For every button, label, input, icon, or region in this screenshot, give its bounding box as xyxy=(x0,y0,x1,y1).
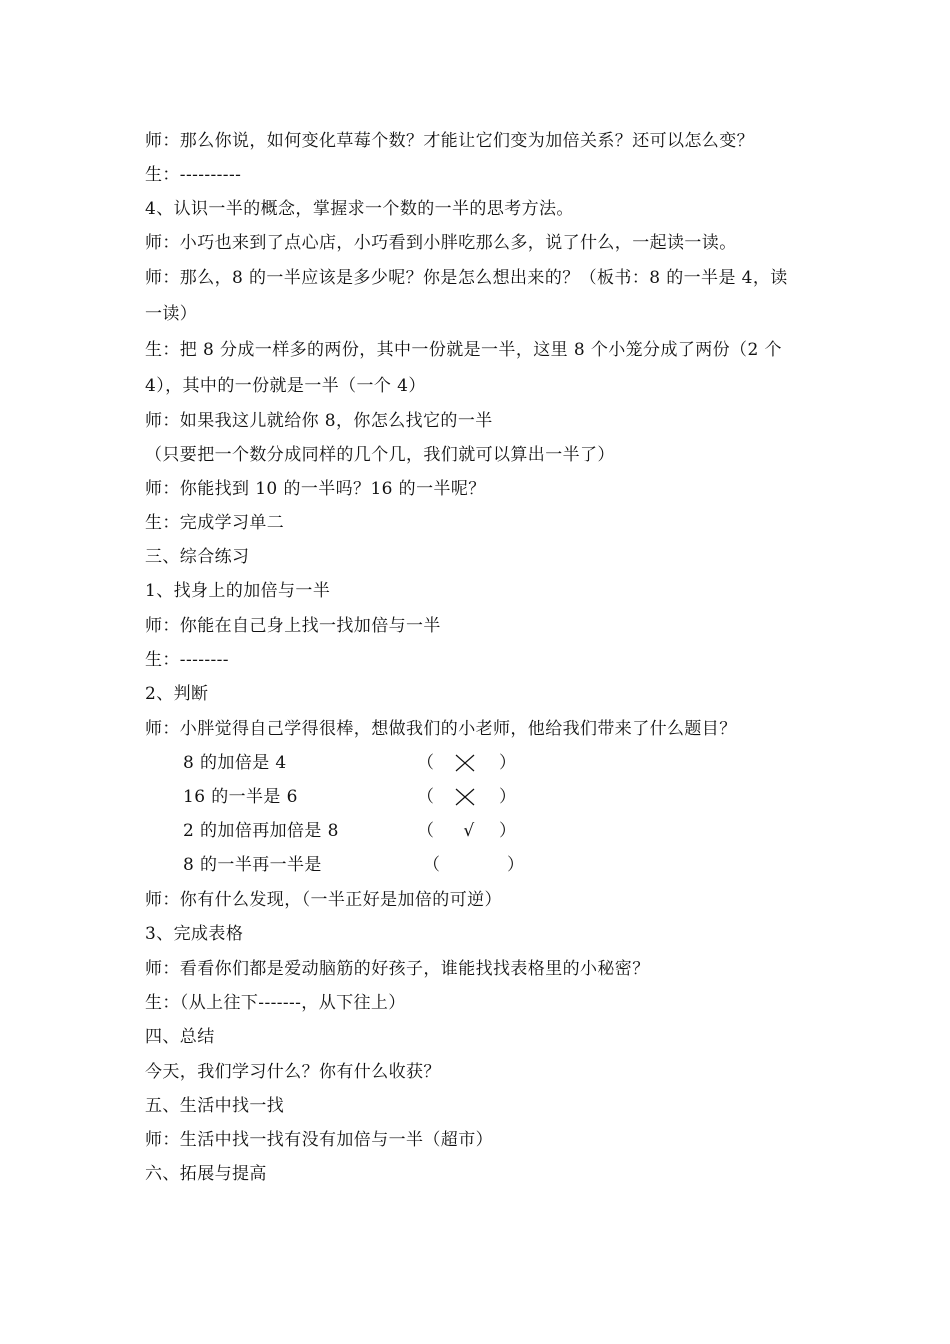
judgment-statement: 8 的加倍是 4 xyxy=(183,753,287,773)
dialogue-line: 师：看看你们都是爱动脑筋的好孩子，谁能找找表格里的小秘密？ xyxy=(145,959,650,979)
judgment-item xyxy=(183,785,543,809)
close-paren: ） xyxy=(499,787,517,807)
dialogue-line: 生：把 8 分成一样多的两份，其中一份就是一半，这里 8 个小笼分成了两份（2 个 xyxy=(145,340,782,360)
dialogue-line: 师：如果我这儿就给你 8，你怎么找它的一半 xyxy=(145,411,493,431)
judgment-item xyxy=(183,853,543,877)
subsection-heading: 3、完成表格 xyxy=(145,924,244,944)
judgment-statement: 16 的一半是 6 xyxy=(183,787,298,807)
open-paren: （ xyxy=(417,753,435,773)
dialogue-line: 师：小胖觉得自己学得很棒，想做我们的小老师，他给我们带来了什么题目？ xyxy=(145,719,737,739)
dialogue-line-continued: 4），其中的一份就是一半（一个 4） xyxy=(145,376,426,396)
dialogue-line: 生：（从上往下-------，从下往上） xyxy=(145,993,406,1013)
check-mark: √ xyxy=(463,821,475,841)
close-paren: ） xyxy=(499,753,517,773)
dialogue-line: 师：小巧也来到了点心店，小巧看到小胖吃那么多，说了什么，一起读一读。 xyxy=(145,233,737,253)
dialogue-line: 生：---------- xyxy=(145,165,242,185)
section-heading: 三、综合练习 xyxy=(145,547,250,567)
judgment-item xyxy=(183,751,543,775)
open-paren: （ xyxy=(417,787,435,807)
judgment-statement: 8 的一半再一半是 xyxy=(183,855,322,875)
judgment-statement: 2 的加倍再加倍是 8 xyxy=(183,821,339,841)
judgment-item xyxy=(183,819,543,843)
body-line: 今天，我们学习什么？你有什么收获？ xyxy=(145,1062,441,1082)
dialogue-line: 师：你能找到 10 的一半吗？16 的一半呢？ xyxy=(145,479,486,499)
cross-icon xyxy=(453,785,477,809)
subsection-heading: 1、找身上的加倍与一半 xyxy=(145,581,331,601)
dialogue-line: 师：生活中找一找有没有加倍与一半（超市） xyxy=(145,1130,493,1150)
cross-icon xyxy=(453,751,477,775)
note-line: （只要把一个数分成同样的几个几，我们就可以算出一半了） xyxy=(145,445,615,465)
section-heading: 五、生活中找一找 xyxy=(145,1096,285,1116)
open-paren: （ xyxy=(423,855,441,875)
dialogue-line: 师：那么，8 的一半应该是多少呢？你是怎么想出来的？（板书：8 的一半是 4，读 xyxy=(145,268,788,288)
open-paren: （ xyxy=(417,821,435,841)
section-heading: 4、认识一半的概念，掌握求一个数的一半的思考方法。 xyxy=(145,199,574,219)
close-paren: ） xyxy=(507,855,525,875)
section-heading: 四、总结 xyxy=(145,1027,215,1047)
dialogue-line: 生：-------- xyxy=(145,650,229,670)
dialogue-line: 生：完成学习单二 xyxy=(145,513,285,533)
dialogue-line: 师：你有什么发现，（一半正好是加倍的可逆） xyxy=(145,890,502,910)
close-paren: ） xyxy=(499,821,517,841)
dialogue-line-continued: 一读） xyxy=(145,304,198,324)
subsection-heading: 2、判断 xyxy=(145,684,209,704)
section-heading: 六、拓展与提高 xyxy=(145,1164,267,1184)
dialogue-line: 师：那么你说，如何变化草莓个数？才能让它们变为加倍关系？还可以怎么变？ xyxy=(145,131,754,151)
dialogue-line: 师：你能在自己身上找一找加倍与一半 xyxy=(145,616,441,636)
